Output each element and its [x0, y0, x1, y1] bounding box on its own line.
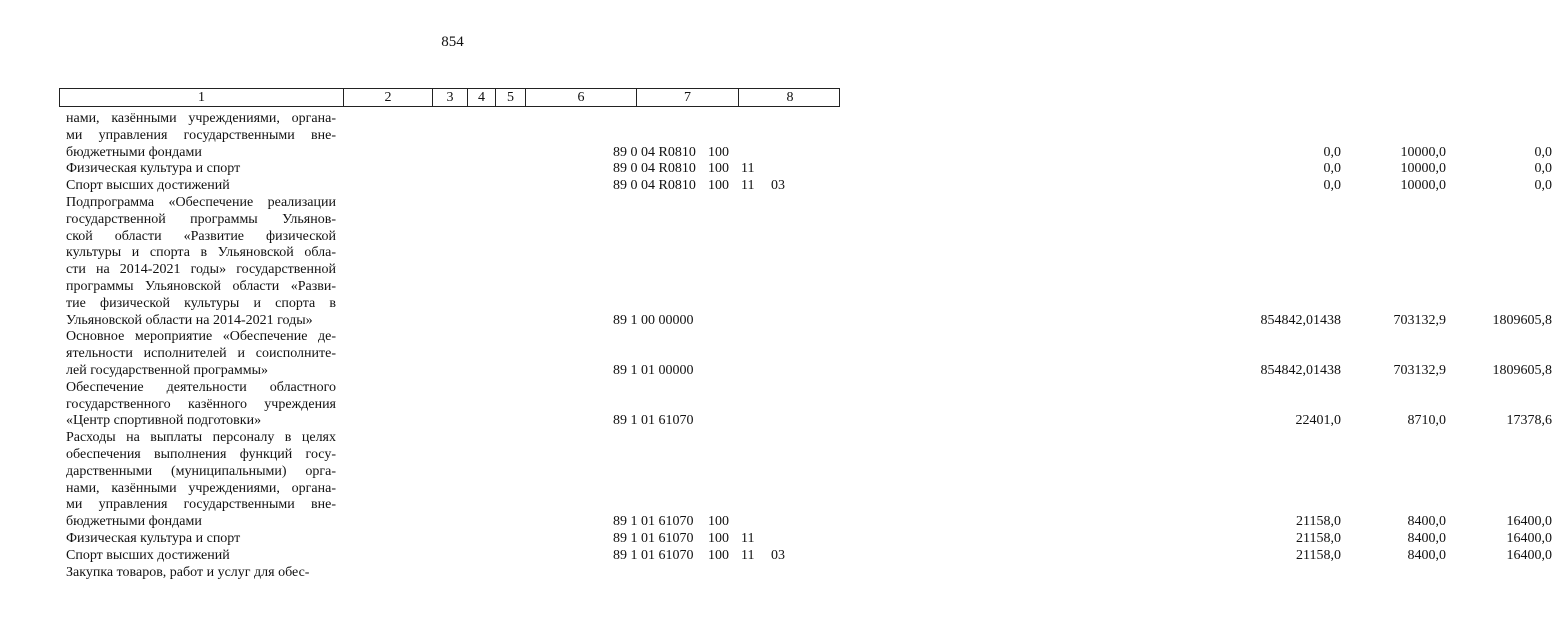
row-description	[66, 111, 336, 161]
expense-type-code: 100	[708, 144, 729, 160]
description-line: Спорт высших достижений	[66, 547, 230, 563]
row-description	[66, 195, 336, 329]
description-line: сти на 2014-2021 годы» государственной	[66, 262, 336, 278]
description-line: государственного казённого учреждения	[66, 396, 336, 412]
row-description	[66, 329, 336, 379]
description-line: Подпрограмма «Обеспечение реализации	[66, 194, 336, 210]
description-line: обеспечения выполнения функций госу-	[66, 446, 336, 462]
amount-col-6: 21158,0	[1296, 514, 1341, 530]
row-values	[336, 514, 1552, 531]
row-values	[336, 565, 846, 582]
page-number: 854	[441, 34, 464, 50]
row-values	[336, 413, 1552, 430]
table-row	[66, 565, 846, 582]
amount-col-7: 10000,0	[1400, 144, 1446, 160]
amount-col-8: 1809605,8	[1492, 312, 1552, 328]
expense-type-code: 100	[708, 530, 729, 546]
row-description	[66, 178, 336, 195]
row-description	[66, 161, 336, 178]
row-description	[66, 430, 336, 531]
amount-col-6: 22401,0	[1295, 413, 1341, 429]
target-article-code: 89 1 00 00000	[613, 312, 694, 328]
row-values	[336, 530, 1552, 548]
description-line: государственной программы Ульянов-	[66, 211, 336, 227]
amount-col-7: 8400,0	[1407, 514, 1446, 530]
amount-col-6	[1221, 565, 1341, 582]
amount-col-8: 17378,6	[1506, 413, 1552, 429]
description-line: ятельности исполнителей и соисполните-	[66, 346, 336, 362]
description-line: Закупка товаров, работ и услуг для обес-	[66, 564, 310, 580]
description-line: нами, казёнными учреждениями, органа-	[66, 480, 336, 496]
amount-col-6: 21158,0	[1296, 530, 1341, 546]
amount-col-7: 8400,0	[1407, 530, 1446, 546]
row-description	[66, 380, 336, 430]
header-col-2: 2	[343, 89, 432, 106]
amount-col-7: 10000,0	[1400, 178, 1446, 194]
description-line: «Центр спортивной подготовки»	[66, 413, 262, 429]
amount-col-8: 0,0	[1534, 161, 1552, 177]
subsection-code: 03	[771, 178, 785, 194]
header-col-4: 4	[467, 89, 495, 106]
amount-col-8: 1809605,8	[1492, 362, 1552, 378]
description-line: ми управления государственными вне-	[66, 127, 336, 143]
amount-col-7: 703132,9	[1393, 312, 1446, 328]
row-values	[336, 547, 1552, 565]
amount-col-6: 0,0	[1323, 161, 1341, 177]
description-line: Ульяновской области на 2014-2021 годы»	[66, 312, 313, 328]
expense-type-code: 100	[708, 547, 729, 563]
description-line: ми управления государственными вне-	[66, 497, 336, 513]
table-row	[66, 379, 1552, 430]
amount-col-7: 8400,0	[1407, 547, 1446, 563]
expense-type-code: 100	[708, 178, 729, 194]
target-article-code: 89 0 04 R0810	[613, 144, 696, 160]
amount-col-6: 0,0	[1323, 144, 1341, 160]
header-col-8: 8	[738, 89, 841, 106]
table-row	[66, 194, 1552, 329]
row-values	[336, 144, 1552, 162]
row-values	[336, 362, 1552, 380]
description-line: программы Ульяновской области «Разви-	[66, 278, 336, 294]
amount-col-8: 16400,0	[1506, 530, 1552, 546]
amount-col-7: 703132,9	[1393, 362, 1446, 378]
target-article-code: 89 0 04 R0810	[613, 161, 696, 177]
table-row	[66, 329, 1552, 379]
table-row	[66, 178, 1552, 195]
header-col-6: 6	[525, 89, 636, 106]
row-values	[336, 312, 1552, 330]
row-description	[66, 531, 336, 548]
description-line: культуры и спорта в Ульяновской обла-	[66, 245, 336, 261]
header-col-5: 5	[495, 89, 525, 106]
description-line: бюджетными фондами	[66, 514, 202, 530]
expense-type-code: 100	[708, 161, 729, 177]
row-description	[66, 548, 336, 565]
amount-col-8: 16400,0	[1506, 547, 1552, 563]
target-article-code: 89 1 01 61070	[613, 530, 694, 546]
amount-col-8	[1432, 565, 1552, 582]
amount-col-6: 854842,01438	[1260, 312, 1341, 328]
section-code: 11	[741, 530, 755, 546]
section-code: 11	[741, 547, 755, 563]
amount-col-6: 21158,0	[1296, 547, 1341, 563]
description-line: лей государственной программы»	[66, 362, 269, 378]
section-code: 11	[741, 161, 755, 177]
table-row	[66, 111, 1552, 161]
amount-col-7: 10000,0	[1400, 161, 1446, 177]
description-line: Физическая культура и спорт	[66, 530, 241, 546]
description-line: бюджетными фондами	[66, 144, 202, 160]
header-col-3: 3	[432, 89, 467, 106]
description-line: Расходы на выплаты персоналу в целях	[66, 430, 336, 446]
row-description	[66, 565, 336, 582]
table-row	[66, 547, 1552, 565]
description-line: нами, казёнными учреждениями, органа-	[66, 111, 336, 126]
target-article-code: 89 1 01 61070	[613, 413, 694, 429]
table-row	[66, 530, 1552, 548]
amount-col-6: 854842,01438	[1260, 362, 1341, 378]
target-article-code: 89 0 04 R0810	[613, 178, 696, 194]
subsection-code: 03	[771, 547, 785, 563]
target-article-code: 89 1 01 00000	[613, 362, 694, 378]
description-line: дарственными (муниципальными) орга-	[66, 463, 336, 479]
amount-col-6: 0,0	[1323, 178, 1341, 194]
description-line: ской области «Развитие физической	[66, 228, 336, 244]
table-row	[66, 161, 1552, 178]
amount-col-7: 8710,0	[1407, 413, 1446, 429]
description-line: Спорт высших достижений	[66, 178, 230, 194]
description-line: тие физической культуры и спорта в	[66, 295, 336, 311]
target-article-code: 89 1 01 61070	[613, 547, 694, 563]
row-values	[336, 161, 1552, 178]
table-row	[66, 430, 1552, 531]
amount-col-7	[1326, 565, 1446, 582]
target-article-code: 89 1 01 61070	[613, 514, 694, 530]
expense-type-code: 100	[708, 514, 729, 530]
row-values	[336, 178, 1552, 195]
description-line: Основное мероприятие «Обеспечение де-	[66, 329, 336, 345]
table-body	[66, 111, 1552, 581]
amount-col-8: 16400,0	[1506, 514, 1552, 530]
section-code: 11	[741, 178, 755, 194]
description-line: Физическая культура и спорт	[66, 161, 241, 177]
header-col-1: 1	[198, 90, 205, 105]
table-header	[59, 88, 840, 107]
amount-col-8: 0,0	[1534, 144, 1552, 160]
header-col-7: 7	[636, 89, 738, 106]
amount-col-8: 0,0	[1534, 178, 1552, 194]
description-line: Обеспечение деятельности областного	[66, 379, 336, 395]
